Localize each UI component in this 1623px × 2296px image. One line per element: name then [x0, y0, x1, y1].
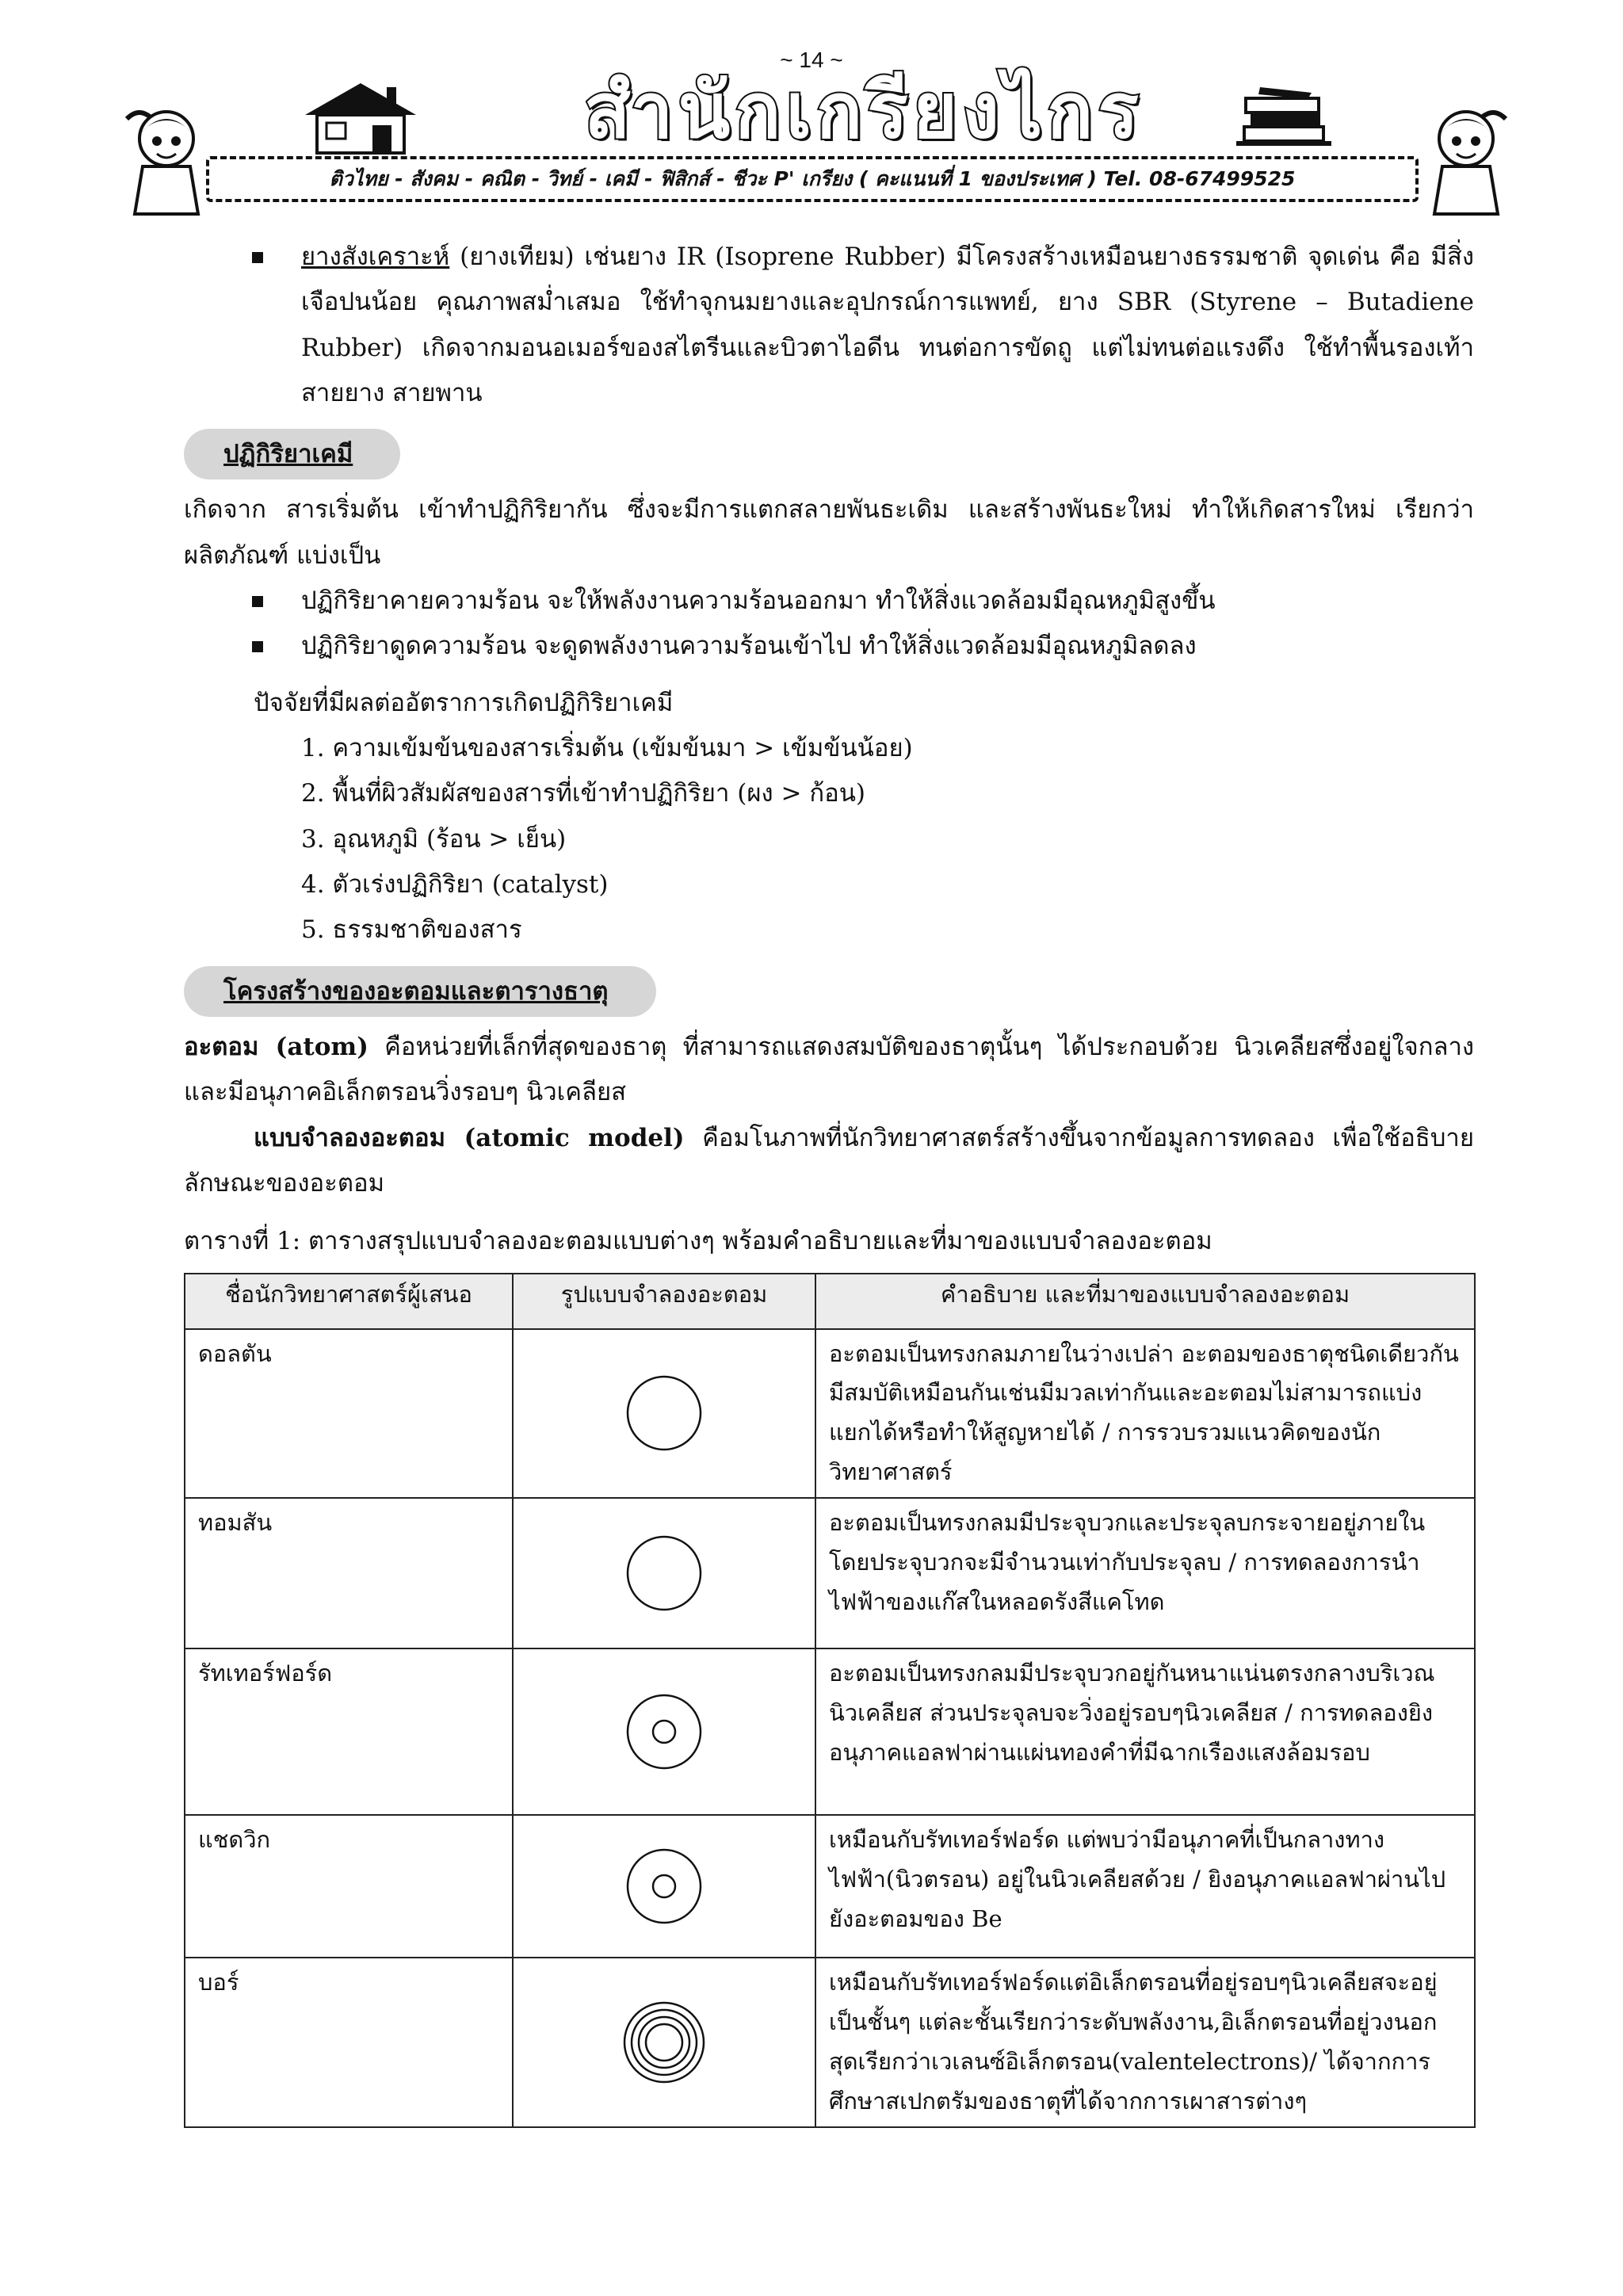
model-description: อะตอมเป็นทรงกลมภายในว่างเปล่า อะตอมของธาตุชนิดเดียวกันมีสมบัติเหมือนกันเช่นมีมวลเท่ากันและอะตอมไม่สามารถแบ่งแยกได้หรือทำให้สูญหายได้ / การรวบรวมแนวคิดของนักวิทยาศาสตร์: [815, 1329, 1475, 1499]
mascot-icon: [1419, 103, 1514, 222]
atomic-models-table: [184, 1273, 1476, 2128]
reaction-intro: เกิดจาก สารเริ่มต้น เข้าทำปฏิกิริยากัน ซึ่งจะมีการแตกสลายพันธะเดิม และสร้างพันธะใหม่ ทำให้เกิดสารใหม่ เรียกว่า ผลิตภัณฑ์ แบ่งเป็น: [184, 495, 1474, 570]
square-bullet-icon: [252, 641, 263, 652]
atomic-model-definition: [184, 1116, 1474, 1207]
thomson-model-diagram: [624, 1534, 704, 1613]
synthetic-rubber-item: [184, 235, 1474, 416]
model-description: เหมือนกับรัทเทอร์ฟอร์ดแต่อิเล็กตรอนที่อยู่รอบๆนิวเคลียสจะอยู่เป็นชั้นๆ แต่ละชั้นเรียกว่าระดับพลังงาน,อิเล็กตรอนที่อยู่วงนอกสุดเรียกว่าเวเลนซ์อิเล็กตรอน(valentelectrons)/ ได้จากการศึกษาสเปกตรัมของธาตุที่ได้จากการเผาสารต่างๆ: [815, 1958, 1475, 2127]
factor-item: 5. ธรรมชาติของสาร: [301, 915, 522, 945]
mascot-icon: [119, 103, 214, 222]
square-bullet-icon: [252, 252, 263, 263]
table-header: คำอธิบาย และที่มาของแบบจำลองอะตอม: [815, 1274, 1475, 1329]
scientist-name: ทอมสัน: [185, 1498, 513, 1648]
scientist-name: บอร์: [185, 1958, 513, 2127]
atom-def-text: คือหน่วยที่เล็กที่สุดของธาตุ ที่สามารถแสดงสมบัติของธาตุนั้นๆ ได้ประกอบด้วย นิวเคลียสซึ่งอยู่ใจกลาง และมีอนุภาคอิเล็กตรอนวิ่งรอบๆ นิวเคลียส: [184, 1032, 1474, 1107]
model-cell: [513, 1958, 815, 2127]
scientist-name: ดอลตัน: [185, 1329, 513, 1499]
dalton-model-diagram: [624, 1373, 704, 1453]
table-row: [185, 1498, 1475, 1648]
factors-heading: ปัจจัยที่มีผลต่ออัตราการเกิดปฏิกิริยาเคมี: [254, 688, 674, 717]
books-icon: [1236, 83, 1331, 155]
model-description: อะตอมเป็นทรงกลมมีประจุบวกอยู่กันหนาแน่นตรงกลางบริเวณนิวเคลียส ส่วนประจุลบจะวิ่งอยู่รอบๆนิวเคลียส / การทดลองยิงอนุภาคแอลฟาผ่านแผ่นทองคำที่มีฉากเรืองแสงล้อมรอบ: [815, 1648, 1475, 1815]
table-row: [185, 1329, 1475, 1499]
table-caption: ตารางที่ 1: ตารางสรุปแบบจำลองอะตอมแบบต่างๆ พร้อมคำอธิบายและที่มาของแบบจำลองอะตอม: [184, 1227, 1212, 1256]
model-cell: [513, 1498, 815, 1648]
model-description: อะตอมเป็นทรงกลมมีประจุบวกและประจุลบกระจายอยู่ภายในโดยประจุบวกจะมีจำนวนเท่ากับประจุลบ / การทดลองการนำไฟฟ้าของแก๊สในหลอดรังสีแคโทด: [815, 1498, 1475, 1648]
reaction-type-text: ปฏิกิริยาดูดความร้อน จะดูดพลังงานความร้อนเข้าไป ทำให้สิ่งแวดล้อมมีอุณหภูมิลดลง: [301, 632, 1197, 661]
page-header: [111, 67, 1522, 226]
reaction-type-text: ปฏิกิริยาคายความร้อน จะให้พลังงานความร้อนออกมา ทำให้สิ่งแวดล้อมมีอุณหภูมิสูงขึ้น: [301, 586, 1216, 616]
synthetic-rubber-text: (ยางเทียม) เช่นยาง IR (Isoprene Rubber) มีโครงสร้างเหมือนยางธรรมชาติ จุดเด่น คือ มีสิ่งเจือปนน้อย คุณภาพสม่ำเสมอ ใช้ทำจุกนมยางและอุปกรณ์การแพทย์, ยาง SBR (Styrene – Butadiene Rubber) เกิดจากมอนอเมอร์ของสไตรีนและบิวตาไอดีน ทนต่อการขัดถู แต่ไม่ทนต่อแรงดึง ใช้ทำพื้นรองเท้า สายยาง สายพาน: [301, 243, 1474, 408]
atom-definition: [184, 1025, 1474, 1116]
reaction-type-item: [184, 624, 1474, 669]
table-row: [185, 1958, 1475, 2127]
square-bullet-icon: [252, 596, 263, 607]
page-content: [184, 235, 1474, 2128]
reaction-type-item: [184, 579, 1474, 624]
model-cell: [513, 1815, 815, 1958]
chadwick-model-diagram: [624, 1847, 704, 1926]
factors-list: [184, 726, 1474, 953]
atom-term: อะตอม (atom): [184, 1032, 369, 1061]
bohr-model-diagram: [621, 1999, 708, 2086]
factor-item: 3. อุณหภูมิ (ร้อน > เย็น): [301, 824, 567, 854]
model-cell: [513, 1648, 815, 1815]
atomic-model-term: แบบจำลองอะตอม (atomic model): [254, 1123, 685, 1152]
table-row: [185, 1815, 1475, 1958]
model-cell: [513, 1329, 815, 1499]
brand-title: สำนักเกรียงไกร: [584, 67, 1144, 155]
factor-item: 2. พื้นที่ผิวสัมผัสของสารที่เข้าทำปฏิกิริยา (ผง > ก้อน): [301, 779, 865, 808]
table-header-row: [185, 1274, 1475, 1329]
section-heading-reaction: ปฏิกิริยาเคมี: [184, 429, 400, 479]
section-heading-atom: โครงสร้างของอะตอมและตารางธาตุ: [184, 966, 656, 1017]
house-icon: [301, 79, 420, 155]
table-header: ชื่อนักวิทยาศาสตร์ผู้เสนอ: [185, 1274, 513, 1329]
scientist-name: รัทเทอร์ฟอร์ด: [185, 1648, 513, 1815]
atomic-model-def-text: คือมโนภาพที่นักวิทยาศาสตร์สร้างขึ้นจากข้อมูลการทดลอง เพื่อใช้อธิบายลักษณะของอะตอม: [184, 1123, 1474, 1198]
model-description: เหมือนกับรัทเทอร์ฟอร์ด แต่พบว่ามีอนุภาคที่เป็นกลางทางไฟฟ้า(นิวตรอน) อยู่ในนิวเคลียสด้วย / ยิงอนุภาคแอลฟาผ่านไปยังอะตอมของ Be: [815, 1815, 1475, 1958]
tagline-bar: ติวไทย - สังคม - คณิต - วิทย์ - เคมี - ฟิสิกส์ - ชีวะ P' เกรียง ( คะแนนที่ 1 ของประเทศ ) Tel. 08-67499525: [206, 156, 1419, 202]
factor-item: 1. ความเข้มข้นของสารเริ่มต้น (เข้มข้นมา > เข้มข้นน้อย): [301, 734, 913, 763]
factor-item: 4. ตัวเร่งปฏิกิริยา (catalyst): [301, 870, 609, 900]
table-row: [185, 1648, 1475, 1815]
synthetic-rubber-term: ยางสังเคราะห์: [301, 243, 450, 271]
scientist-name: แชดวิก: [185, 1815, 513, 1958]
rutherford-model-diagram: [624, 1692, 704, 1771]
table-header: รูปแบบจำลองอะตอม: [513, 1274, 815, 1329]
page-number: ~ 14 ~: [780, 48, 843, 72]
